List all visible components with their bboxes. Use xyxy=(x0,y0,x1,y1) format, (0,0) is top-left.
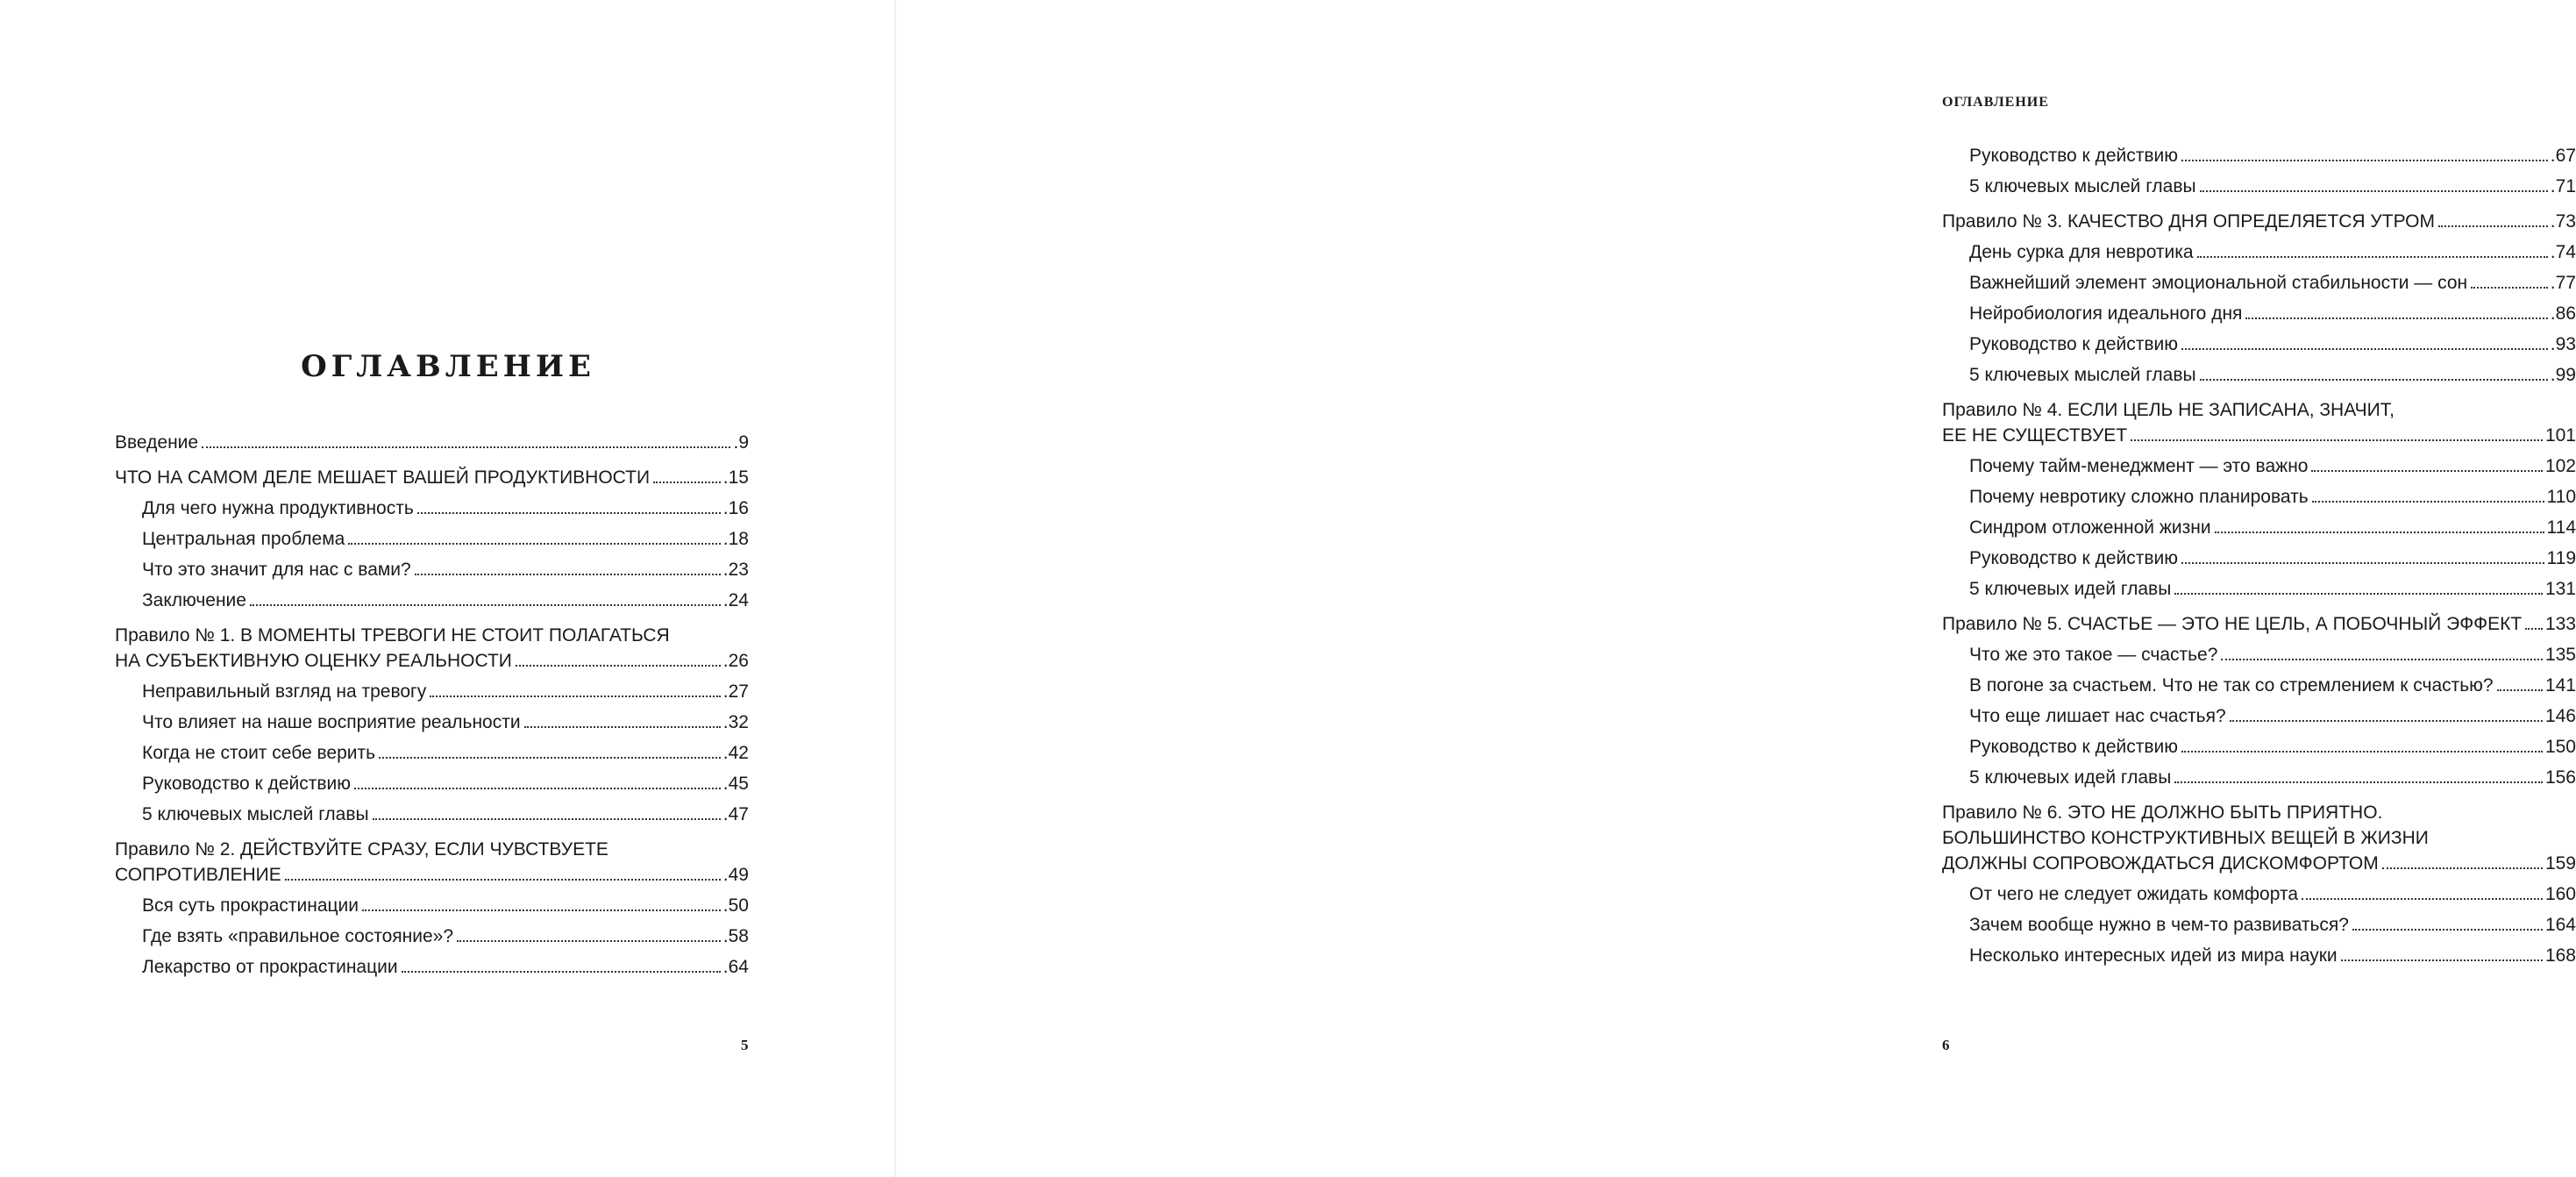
toc-entry-sub[interactable] xyxy=(115,588,749,613)
entry-title: 5 ключевых идей главы xyxy=(1969,579,2172,599)
toc-entry-sub[interactable] xyxy=(115,954,749,980)
toc-entry-sub[interactable] xyxy=(1942,239,2576,265)
dot-leader xyxy=(402,971,721,973)
left-page xyxy=(0,0,896,1177)
entry-page: .18 xyxy=(722,529,749,549)
entry-title: Неправильный взгляд на тревогу xyxy=(142,681,427,702)
dot-leader xyxy=(2245,317,2547,319)
entry-page: .49 xyxy=(722,865,749,885)
entry-page: 133 xyxy=(2544,614,2576,634)
dot-leader xyxy=(2438,225,2548,227)
toc-entry-rule-5[interactable] xyxy=(1942,611,2576,637)
entry-page: 168 xyxy=(2544,945,2576,966)
dot-leader xyxy=(2311,470,2542,472)
entry-title: Правило № 5. СЧАСТЬЕ — ЭТО НЕ ЦЕЛЬ, А ПОБОЧНЫЙ ЭФФЕКТ xyxy=(1942,614,2523,634)
entry-page: .71 xyxy=(2550,176,2576,196)
entry-title: Где взять «правильное состояние»? xyxy=(142,926,454,946)
running-head: ОГЛАВЛЕНИЕ xyxy=(1942,95,2049,110)
toc-entry-sub[interactable] xyxy=(115,679,749,704)
entry-page: .99 xyxy=(2550,365,2576,385)
dot-leader xyxy=(2221,659,2543,660)
dot-leader xyxy=(430,696,721,697)
dot-leader xyxy=(2471,287,2548,289)
entry-title: Что влияет на наше восприятие реальности xyxy=(142,712,521,732)
dot-leader xyxy=(379,757,721,759)
entry-page: 110 xyxy=(2546,487,2576,507)
dot-leader xyxy=(2200,379,2548,381)
entry-title: Правило № 3. КАЧЕСТВО ДНЯ ОПРЕДЕЛЯЕТСЯ УТРОМ xyxy=(1942,211,2435,232)
entry-title: СОПРОТИВЛЕНИЕ xyxy=(115,865,281,885)
page-number: 5 xyxy=(741,1037,749,1053)
toc-entry-sub[interactable] xyxy=(1942,912,2576,938)
entry-page: .15 xyxy=(722,467,749,488)
toc-entry-sub[interactable] xyxy=(115,526,749,552)
entry-title: ЕЕ НЕ СУЩЕСТВУЕТ xyxy=(1942,425,2128,446)
entry-page: .16 xyxy=(722,498,749,518)
entry-title-line: Правило № 2. ДЕЙСТВУЙТЕ СРАЗУ, ЕСЛИ ЧУВСТВУЕТЕ xyxy=(115,839,608,860)
entry-title: Нейробиология идеального дня xyxy=(1969,303,2243,324)
entry-title: 5 ключевых мыслей главы xyxy=(142,804,369,824)
page-number: 6 xyxy=(1942,1037,1950,1053)
entry-page: .50 xyxy=(722,895,749,916)
toc-entry-sub[interactable] xyxy=(115,924,749,949)
toc-entry-sub[interactable] xyxy=(1942,484,2576,510)
dot-leader xyxy=(524,726,721,728)
toc-entry-sub[interactable] xyxy=(1942,453,2576,479)
toc-entry-sub[interactable] xyxy=(1942,642,2576,667)
toc-entry-sub[interactable] xyxy=(1942,943,2576,968)
toc-entry-sub[interactable] xyxy=(1942,576,2576,602)
dot-leader xyxy=(2181,160,2548,161)
entry-page: 135 xyxy=(2544,645,2576,665)
entry-title: 5 ключевых мыслей главы xyxy=(1969,176,2196,196)
entry-title: Заключение xyxy=(142,590,246,610)
toc-entry-sub[interactable] xyxy=(1942,546,2576,571)
toc-entry-sub[interactable] xyxy=(115,740,749,766)
toc-entry-rule-3[interactable] xyxy=(1942,209,2576,234)
dot-leader xyxy=(2525,628,2543,630)
entry-page: 141 xyxy=(2544,675,2576,696)
entry-title: Что еще лишает нас счастья? xyxy=(1969,706,2226,726)
toc-list-left xyxy=(115,430,749,985)
entry-page: 160 xyxy=(2544,884,2576,904)
entry-page: .24 xyxy=(722,590,749,610)
entry-page: 156 xyxy=(2544,767,2576,788)
entry-page: .77 xyxy=(2550,273,2576,293)
dot-leader xyxy=(2197,256,2548,258)
entry-title: Что это значит для нас с вами? xyxy=(142,560,411,580)
toc-entry-sub[interactable] xyxy=(1942,270,2576,296)
toc-entry-sub[interactable] xyxy=(1942,515,2576,540)
entry-page: .93 xyxy=(2550,334,2576,354)
toc-entry-sub[interactable] xyxy=(115,710,749,735)
entry-title: 5 ключевых идей главы xyxy=(1969,767,2172,788)
entry-title: ЧТО НА САМОМ ДЕЛЕ МЕШАЕТ ВАШЕЙ ПРОДУКТИВНОСТИ xyxy=(115,467,651,488)
entry-title: Вся суть прокрастинации xyxy=(142,895,359,916)
entry-page: .64 xyxy=(722,957,749,977)
dot-leader xyxy=(2497,689,2543,691)
entry-title: Руководство к действию xyxy=(1969,146,2178,166)
toc-entry-rule-4[interactable] xyxy=(1942,397,2576,448)
toc-entry-rule-6[interactable] xyxy=(1942,800,2576,876)
entry-title: Когда не стоит себе верить xyxy=(142,743,376,763)
toc-list-right xyxy=(1942,143,2576,974)
toc-entry-sub[interactable] xyxy=(115,893,749,918)
toc-entry-sub[interactable] xyxy=(1942,143,2576,168)
dot-leader xyxy=(285,879,721,881)
entry-title: День сурка для невротика xyxy=(1969,242,2194,262)
entry-title: Для чего нужна продуктивность xyxy=(142,498,414,518)
toc-entry-sub[interactable] xyxy=(1942,765,2576,790)
entry-title: Центральная проблема xyxy=(142,529,345,549)
dot-leader xyxy=(2382,867,2543,869)
entry-title: Руководство к действию xyxy=(142,774,351,794)
toc-entry-sub[interactable] xyxy=(1942,332,2576,357)
entry-title: Руководство к действию xyxy=(1969,334,2178,354)
entry-title: НА СУБЪЕКТИВНУЮ ОЦЕНКУ РЕАЛЬНОСТИ xyxy=(115,651,512,671)
entry-title: Зачем вообще нужно в чем-то развиваться? xyxy=(1969,915,2349,935)
entry-page: .27 xyxy=(722,681,749,702)
dot-leader xyxy=(457,940,721,942)
toc-entry-sub[interactable] xyxy=(115,496,749,521)
entry-page: .74 xyxy=(2550,242,2576,262)
dot-leader xyxy=(2352,929,2543,931)
entry-page: .32 xyxy=(722,712,749,732)
dot-leader xyxy=(2215,531,2544,533)
entry-page: .42 xyxy=(722,743,749,763)
toc-entry-rule-2[interactable] xyxy=(115,837,749,888)
dot-leader xyxy=(348,543,720,545)
toc-entry-sub[interactable] xyxy=(1942,174,2576,199)
toc-entry-sub[interactable] xyxy=(1942,362,2576,388)
toc-entry-sub[interactable] xyxy=(115,557,749,582)
dot-leader xyxy=(2200,190,2548,192)
toc-entry-part-heading[interactable] xyxy=(115,465,749,490)
dot-leader xyxy=(2181,751,2543,753)
entry-title-line: БОЛЬШИНСТВО КОНСТРУКТИВНЫХ ВЕЩЕЙ В ЖИЗНИ xyxy=(1942,828,2429,848)
toc-entry-sub[interactable] xyxy=(115,802,749,827)
entry-page: 102 xyxy=(2544,456,2576,476)
entry-page: .58 xyxy=(722,926,749,946)
entry-page: 150 xyxy=(2544,737,2576,757)
entry-page: .26 xyxy=(722,651,749,671)
entry-page: 101 xyxy=(2544,425,2576,446)
entry-title: В погоне за счастьем. Что не так со стремлением к счастью? xyxy=(1969,675,2494,696)
entry-title: Введение xyxy=(115,432,199,453)
entry-title-line: Правило № 6. ЭТО НЕ ДОЛЖНО БЫТЬ ПРИЯТНО. xyxy=(1942,802,2383,823)
toc-entry-sub[interactable] xyxy=(1942,673,2576,698)
entry-title: От чего не следует ожидать комфорта xyxy=(1969,884,2299,904)
dot-leader xyxy=(354,788,721,789)
entry-title-line: Правило № 1. В МОМЕНТЫ ТРЕВОГИ НЕ СТОИТ ПОЛАГАТЬСЯ xyxy=(115,625,670,646)
entry-page: 114 xyxy=(2546,517,2576,538)
entry-page: .9 xyxy=(733,432,749,453)
dot-leader xyxy=(250,604,721,606)
dot-leader xyxy=(653,482,721,483)
entry-title: Лекарство от прокрастинации xyxy=(142,957,398,977)
toc-entry-sub[interactable] xyxy=(1942,703,2576,729)
entry-page: .23 xyxy=(722,560,749,580)
dot-leader xyxy=(2174,593,2543,595)
entry-title: Почему невротику сложно планировать xyxy=(1969,487,2309,507)
entry-page: .73 xyxy=(2550,211,2576,232)
entry-page: .45 xyxy=(722,774,749,794)
entry-page: 164 xyxy=(2544,915,2576,935)
dot-leader xyxy=(415,574,721,575)
toc-entry-sub[interactable] xyxy=(1942,734,2576,760)
entry-page: 131 xyxy=(2544,579,2576,599)
entry-title: Почему тайм-менеджмент — это важно xyxy=(1969,456,2309,476)
dot-leader xyxy=(2181,562,2544,564)
toc-entry-introduction[interactable] xyxy=(115,430,749,455)
dot-leader xyxy=(2302,898,2543,900)
entry-title: ДОЛЖНЫ СОПРОВОЖДАТЬСЯ ДИСКОМФОРТОМ xyxy=(1942,853,2379,874)
dot-leader xyxy=(202,446,730,448)
entry-page: .86 xyxy=(2550,303,2576,324)
dot-leader xyxy=(2174,781,2543,783)
dot-leader xyxy=(362,910,721,911)
toc-entry-sub[interactable] xyxy=(1942,301,2576,326)
entry-page: 119 xyxy=(2546,548,2576,568)
entry-title: Руководство к действию xyxy=(1969,737,2178,757)
dot-leader xyxy=(2230,720,2543,722)
toc-entry-sub[interactable] xyxy=(1942,881,2576,907)
entry-title-line: Правило № 4. ЕСЛИ ЦЕЛЬ НЕ ЗАПИСАНА, ЗНАЧИТ, xyxy=(1942,400,2395,420)
dot-leader xyxy=(2312,501,2544,503)
dot-leader xyxy=(2131,439,2543,441)
entry-title: Синдром отложенной жизни xyxy=(1969,517,2211,538)
dot-leader xyxy=(417,512,721,514)
toc-entry-rule-1[interactable] xyxy=(115,623,749,674)
entry-page: .67 xyxy=(2550,146,2576,166)
right-page xyxy=(896,0,2576,1177)
dot-leader xyxy=(2181,348,2548,350)
entry-title: Что же это такое — счастье? xyxy=(1969,645,2218,665)
entry-title: 5 ключевых мыслей главы xyxy=(1969,365,2196,385)
dot-leader xyxy=(516,665,721,667)
entry-page: .47 xyxy=(722,804,749,824)
dot-leader xyxy=(2341,959,2543,961)
toc-entry-sub[interactable] xyxy=(115,771,749,796)
entry-title: Важнейший элемент эмоциональной стабильности — сон xyxy=(1969,273,2468,293)
entry-page: 146 xyxy=(2544,706,2576,726)
entry-title: Несколько интересных идей из мира науки xyxy=(1969,945,2338,966)
entry-title: Руководство к действию xyxy=(1969,548,2178,568)
entry-page: 159 xyxy=(2544,853,2576,874)
page-title: ОГЛАВЛЕНИЕ xyxy=(301,348,595,384)
dot-leader xyxy=(373,818,721,820)
